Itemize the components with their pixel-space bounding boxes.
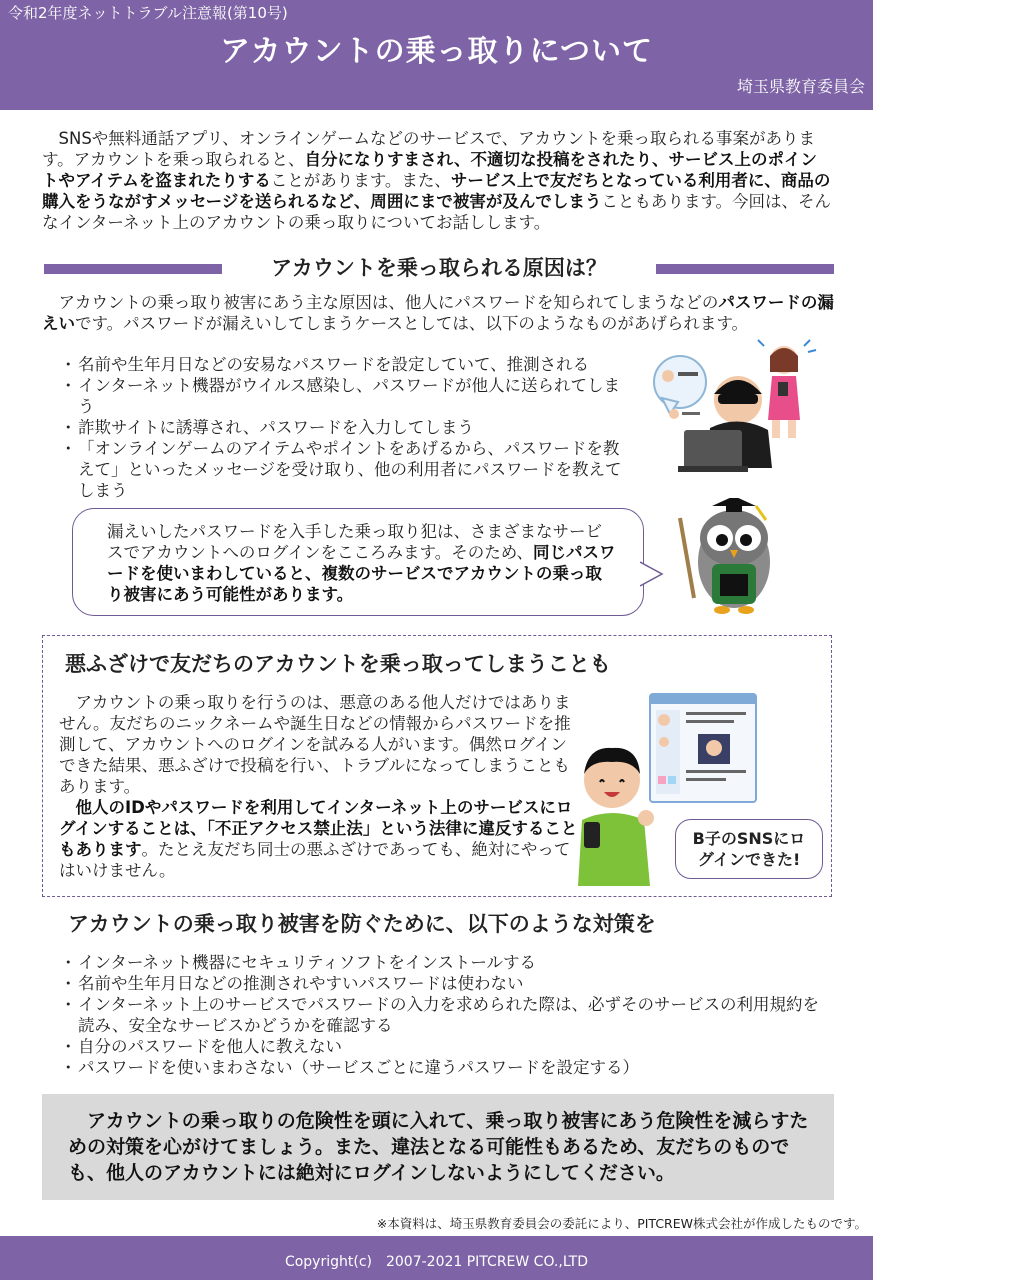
prank-bold-1: 他人のIDやパスワードを利用してインターネット上のサービスにログインすることは、「不正アクセス禁止法」という法律に違反することもあります xyxy=(59,798,578,859)
copyright-text: Copyright(c) 2007-2021 PITCREW CO.,LTD xyxy=(284,1254,589,1270)
list-item: ・ インターネット機器がウイルス感染し、パスワードが他人に送られてしまう xyxy=(60,375,625,417)
causes-paragraph xyxy=(42,292,837,334)
page-title: アカウントの乗っ取りについて xyxy=(219,34,654,69)
summary-text: アカウントの乗っ取りの危険性を頭に入れて、乗っ取り被害にあう危険性を減らすための対策を心がけてましょう。また、違法となる可能性もあるため、友だちのものでも、他人のアカウントには絶対にログインしないようにしてください。 xyxy=(68,1110,809,1184)
list-item: ・ インターネット機器にセキュリティソフトをインストールする xyxy=(60,952,820,973)
boy-with-phone-icon xyxy=(572,690,827,888)
header xyxy=(0,0,873,110)
prank-paragraph xyxy=(59,692,579,881)
list-item: ・ 「オンラインゲームのアイテムやポイントをあげるから、パスワードを教えて」といったメッセージを受け取り、他の利用者にパスワードを教えてしまう xyxy=(60,438,625,501)
causes-text-1: アカウントの乗っ取り被害にあう主な原因は、他人にパスワードを知られてしまうなどの xyxy=(42,293,719,312)
prank-heading: 悪ふざけで友だちのアカウントを乗っ取ってしまうことも xyxy=(65,652,611,676)
list-item: ・ インターネット上のサービスでパスワードの入力を求められた際は、必ずそのサービスの利用規約を読み、安全なサービスかどうかを確認する xyxy=(60,994,820,1036)
bubble-bold-1: 同じパスワードを使いまわしていると、複数のサービスでアカウントの乗っ取り被害にあう可能性があります。 xyxy=(107,543,616,604)
measures-heading: アカウントの乗っ取り被害を防ぐために、以下のような対策を xyxy=(68,912,656,936)
list-item: ・ 名前や生年月日などの推測されやすいパスワードは使わない xyxy=(60,973,820,994)
speech-line-2: グインできた! xyxy=(697,850,801,869)
issue-label: 令和2年度ネットトラブル注意報(第10号) xyxy=(8,4,288,22)
bubble-text xyxy=(107,521,617,605)
causes-list xyxy=(60,354,625,501)
heading-bar-left xyxy=(44,264,222,274)
intro-paragraph xyxy=(42,128,832,233)
prank-text-1: アカウントの乗っ取りを行うのは、悪意のある他人だけではありません。友だちのニックネームや誕生日などの情報からパスワードを推測して、アカウントへのログインを試みる人がいます。偶然ログインできた結果、悪ふざけで投稿を行い、トラブルになってしまうこともあります。 xyxy=(59,693,571,796)
measures-list xyxy=(60,952,820,1078)
summary-box xyxy=(42,1094,834,1200)
heading-bar-right xyxy=(656,264,834,274)
causes-bold-1: パスワードの漏えい xyxy=(42,293,834,333)
intro-bold-2: サービス上で友だちとなっている利用者に、商品の購入をうながすメッセージを送られるなど、周囲にまで被害が及んでしまう xyxy=(42,171,831,211)
list-item: ・ 名前や生年月日などの安易なパスワードを設定していて、推測される xyxy=(60,354,625,375)
list-item: ・ 自分のパスワードを他人に教えない xyxy=(60,1036,820,1057)
footer xyxy=(0,1236,873,1280)
intro-text-2: ことがあります。また、 xyxy=(270,171,451,190)
bubble-tail-icon xyxy=(640,560,664,588)
speech-line-1: B子のSNSにロ xyxy=(692,829,806,848)
list-item: ・ パスワードを使いまわさない（サービスごとに違うパスワードを設定する） xyxy=(60,1057,820,1078)
bubble-text-1: 漏えいしたパスワードを入手した乗っ取り犯は、さまざまなサービスでアカウントへのログインをこころみます。そのため、 xyxy=(107,522,602,562)
intro-bold-1: 自分になりすまされ、不適切な投稿をされたり、サービス上のポイントやアイテムを盗まれたりする xyxy=(42,150,818,190)
owl-teacher-icon xyxy=(672,498,784,616)
intro-text-1: SNSや無料通話アプリ、オンラインゲームなどのサービスで、アカウントを乗っ取られる事案があります。アカウントを乗っ取られると、 xyxy=(42,129,815,169)
credit-note: ※本資料は、埼玉県教育委員会の委託により、PITCREW株式会社が作成したものです。 xyxy=(376,1216,867,1231)
causes-heading: アカウントを乗っ取られる原因は？ xyxy=(271,256,607,280)
speech-bubble-warning xyxy=(72,508,644,616)
causes-text-2: です。パスワードが漏えいしてしまうケースとしては、以下のようなものがあげられます。 xyxy=(75,314,749,333)
organization-name: 埼玉県教育委員会 xyxy=(736,77,865,96)
list-item: ・ 詐欺サイトに誘導され、パスワードを入力してしまう xyxy=(60,417,625,438)
section-heading-causes xyxy=(44,252,834,286)
prank-text-2: 。たとえ友だち同士の悪ふざけであっても、絶対にやってはいけません。 xyxy=(59,840,571,880)
hacker-icon xyxy=(648,338,818,476)
intro-text-3: こともあります。今回は、そんなインターネット上のアカウントの乗っ取りについてお話しします。 xyxy=(42,192,832,232)
